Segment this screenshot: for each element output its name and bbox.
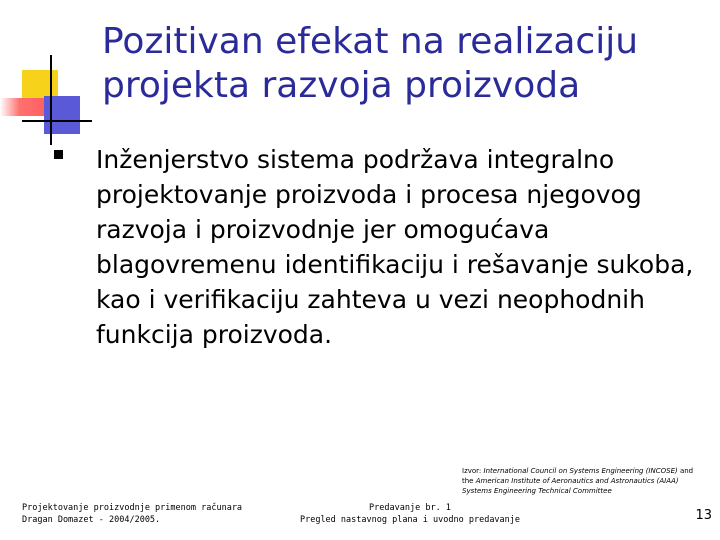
title-line-2: projekta razvoja proizvoda [102,65,581,106]
decor-vertical-line [50,55,52,145]
source-org-incose: International Council on Systems Engineering (INCOSE) [483,467,678,475]
footer-lecture: Predavanje br. 1 [369,503,451,513]
footer-center [290,502,530,526]
source-the: the [462,477,476,485]
bullet-square-icon [54,150,63,159]
source-org-aiaa: American Institute of Aeronautics and Astronautics (AIAA) [475,477,679,485]
footer-author: Dragan Domazet - 2004/2005. [22,515,161,525]
source-prefix: Izvor: [462,467,484,475]
title-line-1: Pozitivan efekat na realizaciju [102,21,639,62]
source-org-committee: Systems Engineering Technical Committee [462,487,612,495]
footer-course: Projektovanje proizvodnje primenom računara [22,503,243,513]
slide-body-text: Inženjerstvo sistema podržava integralno projektovanje proizvoda i procesa njegovog razvoja i proizvodnje jer omogućava blagovremenu identifikaciju i rešavanje sukoba, kao i verifikaciju zahteva u vezi neophodnih funkcija proizvoda. [96,145,694,349]
footer-left [22,502,282,526]
slide-title [102,20,702,108]
decor-horizontal-line [22,120,92,122]
footer-lecture-title: Pregled nastavnog plana i uvodno predavanje [299,515,521,525]
source-note [462,466,712,496]
source-and: and [677,467,694,475]
page-number: 13 [695,508,712,523]
